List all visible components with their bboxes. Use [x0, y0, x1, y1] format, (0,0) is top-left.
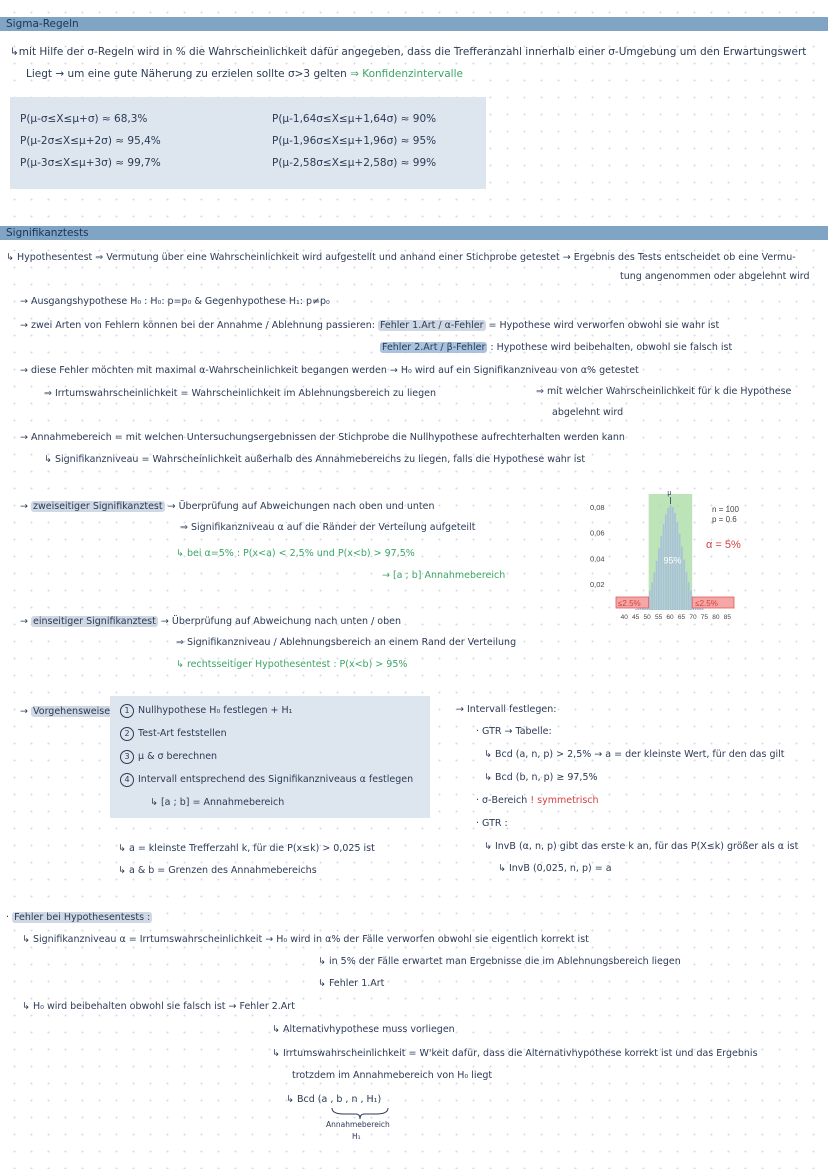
interval-symm: ! symmetrisch: [530, 795, 599, 806]
x-tick-label-1: 45: [632, 614, 640, 621]
interval-gtr: · GTR :: [476, 818, 508, 829]
interval-sigma-bereich: · σ-Bereich: [476, 795, 528, 806]
step-number-1: 1: [120, 704, 134, 718]
y-tick-label-1: 0,04: [590, 554, 605, 564]
bar-k53: [653, 572, 655, 610]
one-sided-line2: ⇒ Signifikanzniveau / Ablehnungsbereich an einem Rand der Verteilung: [176, 637, 517, 648]
left-tail-label: ≤2.5%: [618, 599, 641, 608]
brace-label: Annahmebereich: [326, 1120, 390, 1129]
sigma-rule-3: P(μ-3σ≤X≤μ+3σ) ≈ 99,7%: [20, 157, 161, 169]
sigma-rule-6: P(μ-2,58σ≤X≤μ+2,58σ) ≈ 99%: [272, 157, 437, 169]
sigma-rule-2: P(μ-2σ≤X≤μ+2σ) ≈ 95,4%: [20, 135, 161, 147]
one-sided-label: einseitiger Signifikanztest: [33, 616, 156, 627]
errors-line3: ↳ Fehler 1.Art: [318, 978, 385, 989]
step-text-2: Test-Art feststellen: [138, 728, 227, 739]
hypotheses-line: → Ausgangshypothese H₀ : H₀: p=p₀ & Gegenhypothese H₁: p≠p₀: [20, 296, 330, 307]
x-tick-label-0: 40: [620, 614, 628, 621]
x-tick-label-8: 80: [712, 614, 720, 621]
annahme-line: → Annahmebereich = mit welchen Untersuchungsergebnissen der Stichprobe die Nullhypothese aufrechterhalten werden kann: [20, 432, 625, 443]
x-tick-label-9: 85: [723, 614, 731, 621]
errors-header: [6, 911, 152, 924]
x-tick-label-3: 55: [654, 614, 663, 621]
errors-line4: ↳ H₀ wird beibehalten obwohl sie falsch ist → Fehler 2.Art: [22, 1001, 295, 1012]
x-tick-label-5: 65: [677, 614, 686, 621]
note-ab: ↳ a & b = Grenzen des Annahmebereichs: [118, 865, 317, 876]
alpha-label: α = 5%: [706, 539, 741, 551]
sigma-rule-5: P(μ-1,96σ≤X≤μ+1,96σ) ≈ 95%: [272, 135, 437, 147]
two-sided-line4: → [a ; b] Annahmebereich: [382, 570, 506, 581]
two-sided-line3: ↳ bei α=5% : P(x<a) < 2,5% und P(x<b) > 97,5%: [176, 548, 415, 559]
bar-k56: [660, 536, 662, 610]
bar-k54: [656, 561, 658, 610]
konfidenz-label: ⇒ Konfidenzintervalle: [350, 68, 463, 80]
irrtum-right-line2: abgelehnt wird: [552, 407, 624, 418]
errors-intro: → zwei Arten von Fehlern können bei der Annahme / Ablehnung passieren:: [20, 320, 375, 331]
sigma-heading: Sigma-Regeln: [6, 18, 79, 30]
bar-k66: [683, 560, 685, 610]
hyp-line2: tung angenommen oder abgelehnt wird: [620, 271, 810, 282]
error2-label: Fehler 2.Art / β-Fehler: [382, 342, 486, 353]
bar-k67: [686, 572, 688, 610]
sigma-rule-1: P(μ-σ≤X≤μ+σ) ≈ 68,3%: [20, 113, 148, 125]
bar-k52: [651, 582, 653, 610]
mu-label: μ: [667, 490, 672, 497]
sigma-intro-line2: [26, 68, 463, 81]
procedure-arrow: →: [20, 706, 28, 717]
note-a: ↳ a = kleinste Trefferzahl k, für die P(x≤k) > 0,025 ist: [118, 843, 375, 854]
section-header-sig: [0, 226, 828, 240]
procedure-label: Vorgehensweise: [33, 706, 111, 717]
sigma-rule-4: P(μ-1,64σ≤X≤μ+1,64σ) ≈ 90%: [272, 113, 437, 125]
errors-intro-line: [20, 319, 719, 332]
x-tick-label-2: 50: [643, 614, 651, 621]
sigma-intro-line1: ↳mit Hilfe der σ-Regeln wird in % die Wahrscheinlichkeit dafür angegeben, dass die Trefferanzahl innerhalb einer σ-Umgebung um den Erwartungswert: [10, 46, 807, 58]
x-tick-label-6: 70: [689, 614, 697, 621]
errors-line7: trotzdem im Annahmebereich von H₀ liegt: [292, 1070, 493, 1081]
interval-gtr-table: · GTR → Tabelle:: [476, 726, 552, 737]
step-text-1: Nullhypothese H₀ festlegen + H₁: [138, 705, 293, 716]
step-number-2: 2: [120, 727, 134, 741]
errors-line1: ↳ Signifikanzniveau α = Irrtumswahrscheinlichkeit → H₀ wird in α% der Fälle verworfen obwohl sie eigentlich korrekt ist: [22, 934, 589, 945]
bar-k68: [688, 582, 690, 610]
y-tick-label-2: 0,06: [590, 528, 605, 538]
sigma-intro-line2-text: Liegt → um eine gute Näherung zu erzielen sollte σ>3 gelten: [26, 68, 347, 80]
bar-k69: [690, 591, 692, 610]
p-label: p = 0.6: [712, 515, 737, 524]
y-tick-label-3: 0,08: [590, 502, 605, 512]
bar-k57: [663, 524, 665, 610]
interval-invb2: ↳ InvB (0,025, n, p) = a: [498, 863, 612, 874]
step-text-4: Intervall entsprechend des Signifikanzniveaus α festlegen: [138, 774, 414, 785]
errors-line5: ↳ Alternativhypothese muss vorliegen: [272, 1024, 455, 1035]
sig-heading: Signifikanztests: [6, 227, 89, 239]
interval-bcd1: ↳ Bcd (a, n, p) > 2,5% → a = der kleinste Wert, für den das gilt: [484, 749, 785, 760]
error2-line: [380, 341, 732, 354]
hyp-line1: ↳ Hypothesentest ⇒ Vermutung über eine Wahrscheinlichkeit wird aufgestellt und anhand einer Stichprobe getestet → Ergebnis des Tests entscheidet ob eine Vermu-: [6, 252, 796, 263]
signiveau-line: ↳ Signifikanzniveau = Wahrscheinlichkeit außerhalb des Annahmebereichs zu liegen, falls die Hypothese wahr ist: [44, 454, 586, 465]
bar-k64: [679, 534, 681, 610]
two-sided-line2: ⇒ Signifikanzniveau α auf die Ränder der Verteilung aufgeteilt: [180, 522, 476, 533]
step-number-3: 3: [120, 750, 134, 764]
one-sided-line1: → Überprüfung auf Abweichung nach unten / oben: [160, 616, 402, 627]
two-sided-header: [20, 500, 434, 513]
x-tick-label-7: 75: [700, 614, 709, 621]
irrtum-line: ⇒ Irrtumswahrscheinlichkeit = Wahrscheinlichkeit im Ablehnungsbereich zu liegen: [44, 388, 436, 399]
n-label: n = 100: [712, 505, 739, 514]
procedure-step-3: [120, 750, 217, 764]
bar-k55: [658, 548, 660, 610]
errors-line2: ↳ in 5% der Fälle erwartet man Ergebnisse die im Ablehnungsbereich liegen: [318, 956, 681, 967]
bar-k45: [635, 609, 637, 610]
procedure-step-2: [120, 727, 227, 741]
interval-invb1: ↳ InvB (α, n, p) gibt das erste k an, für das P(X≤k) größer als α ist: [484, 841, 799, 852]
interval-bcd2: ↳ Bcd (b, n, p) ≥ 97,5%: [484, 772, 598, 783]
bar-k74: [702, 608, 704, 610]
two-sided-label: zweiseitiger Signifikanztest: [33, 501, 163, 512]
step-number-4: 4: [120, 773, 134, 787]
errors-line6: ↳ Irrtumswahrscheinlichkeit = W'keit dafür, dass die Alternativhypothese korrekt ist und das Ergebnis: [272, 1048, 758, 1059]
right-tail-label: ≤2.5%: [695, 599, 718, 608]
errors-heading: Fehler bei Hypothesentests :: [14, 912, 151, 923]
y-tick-label-0: 0,02: [590, 580, 605, 590]
errors-bullet: ·: [6, 912, 10, 923]
bar-k63: [676, 522, 678, 610]
one-sided-header: [20, 615, 401, 628]
procedure-step-1: [120, 704, 292, 718]
x-tick-label-4: 60: [666, 614, 674, 621]
interval-title: → Intervall festlegen:: [456, 704, 557, 715]
brace-sub: H₁: [352, 1132, 361, 1141]
errors-line8: ↳ Bcd (a , b , n , H₁): [286, 1094, 382, 1105]
two-sided-arrow: →: [20, 501, 28, 512]
error1-label: Fehler 1.Art / α-Fehler: [379, 320, 484, 331]
one-sided-arrow: →: [20, 616, 28, 627]
error1-text: = Hypothese wird verworfen obwohl sie wahr ist: [488, 320, 720, 331]
irrtum-right-line1: ⇒ mit welcher Wahrscheinlichkeit für k die Hypothese: [536, 386, 792, 397]
section-header-sigma: [0, 17, 828, 31]
binomial-chart: [584, 488, 770, 628]
step-text-3: μ & σ berechnen: [138, 751, 218, 762]
annahme-brace: [330, 1106, 390, 1120]
procedure-header: [20, 705, 112, 718]
step4-sub: ↳ [a ; b] = Annahmebereich: [150, 797, 285, 808]
interval-sigma-line: [476, 794, 599, 807]
error2-text: : Hypothese wird beibehalten, obwohl sie falsch ist: [490, 342, 733, 353]
center-percent-label: 95%: [663, 555, 682, 566]
two-sided-line1: → Überprüfung auf Abweichungen nach oben und unten: [167, 501, 435, 512]
bar-k51: [649, 590, 651, 610]
one-sided-line3: ↳ rechtsseitiger Hypothesentest : P(x<b) > 95%: [176, 659, 408, 670]
procedure-step-4: [120, 773, 413, 787]
alpha-line: → diese Fehler möchten mit maximal α-Wahrscheinlichkeit begangen werden → H₀ wird auf ein Signifikanzniveau von α% getestet: [20, 365, 639, 376]
